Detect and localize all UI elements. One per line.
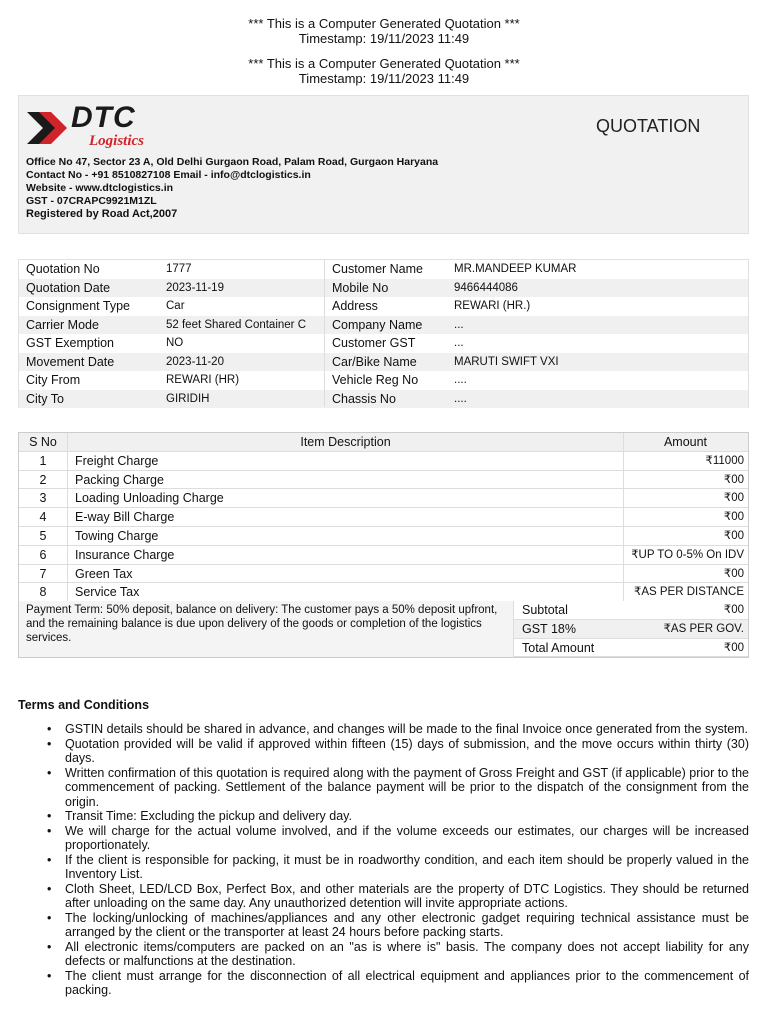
item-sno: 6 (19, 546, 68, 564)
item-amount: ₹00 (723, 492, 744, 505)
totals-section (18, 601, 749, 658)
banner-notice: *** This is a Computer Generated Quotation *** (248, 56, 520, 71)
detail-label: Vehicle Reg No (332, 373, 419, 387)
company-gst: GST - 07CRAPC9921M1ZL (26, 195, 157, 207)
summary-value: ₹00 (723, 604, 744, 616)
detail-label: Carrier Mode (26, 317, 99, 332)
item-sno: 2 (19, 471, 68, 489)
terms-heading: Terms and Conditions (18, 698, 150, 712)
list-item: • GSTIN details should be shared in advance, and changes will be made to the final Invoice once generated from the system. (18, 722, 749, 737)
total-row (513, 639, 748, 658)
payment-term: Payment Term: 50% deposit, balance on delivery: The customer pays a 50% deposit upfront, and the remaining balance is due upon delivery of the goods or completion of the logistics services. (26, 604, 498, 644)
list-item: • The client must arrange for the disconnection of all electrical equipment and appliances prior to the commencement of packing. (18, 969, 749, 998)
table-row (19, 452, 748, 471)
detail-value: 2023-11-20 (166, 355, 224, 368)
table-row (19, 471, 748, 490)
summary-label: GST 18% (522, 621, 576, 636)
subtotal-row (513, 601, 748, 620)
company-address: Office No 47, Sector 23 A, Old Delhi Gurgaon Road, Palam Road, Gurgaon Haryana (26, 156, 439, 168)
table-row (19, 489, 748, 508)
detail-label: GST Exemption (26, 336, 115, 350)
table-row (19, 508, 748, 527)
list-item: • All electronic items/computers are packed on an "as is where is" basis. The company does not accept liability for any defects or malfunctions at the destination. (18, 940, 749, 969)
detail-label: Car/Bike Name (332, 354, 417, 369)
detail-label: Consignment Type (26, 299, 130, 313)
detail-value: ... (454, 337, 464, 349)
item-description: Service Tax (75, 585, 140, 600)
detail-label: Movement Date (26, 354, 115, 369)
detail-value: 52 feet Shared Container C (166, 318, 307, 331)
list-item: • Quotation provided will be valid if approved within fifteen (15) days of submission, and the move occurs within thirty (30) days. (18, 737, 749, 766)
item-amount: ₹00 (723, 529, 744, 542)
detail-label: Mobile No (332, 280, 389, 295)
detail-label: Quotation No (26, 262, 100, 276)
item-sno: 1 (19, 452, 68, 470)
detail-value: ... (454, 318, 464, 331)
company-website: Website - www.dtclogistics.in (26, 182, 174, 194)
list-item: • Cloth Sheet, LED/LCD Box, Perfect Box, and other materials are the property of DTC Logistics. They should be returned after unloading on the same day. Any unauthorized detention will invite appropriate actions. (18, 882, 749, 911)
detail-value: MARUTI SWIFT VXI (454, 355, 559, 368)
item-description: E-way Bill Charge (75, 510, 175, 525)
detail-label: Customer Name (332, 262, 423, 276)
table-row (19, 565, 748, 584)
detail-row (19, 390, 748, 409)
item-amount: ₹00 (723, 511, 744, 524)
column-divider (324, 260, 325, 407)
detail-value: REWARI (HR) (166, 374, 240, 386)
detail-row (19, 279, 748, 298)
items-header-row (19, 433, 748, 452)
detail-row (19, 371, 748, 390)
item-amount: ₹11000 (705, 454, 744, 467)
detail-label: Company Name (332, 317, 423, 332)
item-sno: 5 (19, 527, 68, 545)
list-item: • Written confirmation of this quotation is required along with the payment of Gross Freight and GST (if applicable) prior to the commencement of packing. Settlement of the balance payment will be prior to the dispatch of the consignment from the origin. (18, 766, 749, 810)
item-sno: 3 (19, 489, 68, 507)
logo-tagline: Logistics (89, 133, 144, 149)
gst-row (513, 620, 748, 639)
item-amount: ₹AS PER DISTANCE (634, 586, 744, 599)
company-info (26, 156, 438, 221)
list-item: • Transit Time: Excluding the pickup and delivery day. (18, 809, 749, 824)
item-sno: 7 (19, 565, 68, 583)
company-registration: Registered by Road Act,2007 (26, 208, 178, 220)
item-amount: ₹UP TO 0-5% On IDV (631, 548, 744, 561)
table-row (19, 527, 748, 546)
item-sno: 4 (19, 508, 68, 526)
detail-label: Customer GST (332, 336, 416, 350)
detail-label: Quotation Date (26, 280, 111, 295)
detail-value: 9466444086 (454, 281, 518, 294)
table-row (19, 583, 748, 602)
detail-value: 1777 (166, 263, 192, 275)
company-logo (27, 102, 197, 152)
banner-timestamp: Timestamp: 19/11/2023 11:49 (298, 71, 470, 86)
header-sno: S No (19, 433, 68, 451)
detail-value: .... (454, 374, 467, 386)
summary-label: Total Amount (522, 640, 595, 655)
quotation-details (18, 259, 749, 408)
detail-value: Car (166, 300, 185, 312)
item-amount: ₹00 (723, 567, 744, 580)
list-item: • If the client is responsible for packing, it must be in roadworthy condition, and each item should be properly valued in the Inventory List. (18, 853, 749, 882)
summary-value: ₹00 (723, 641, 744, 654)
company-contact: Contact No - +91 8510827108 Email - info@dtclogistics.in (26, 169, 311, 181)
company-header (18, 95, 749, 234)
table-row (19, 546, 748, 565)
detail-label: City From (26, 373, 81, 387)
item-amount: ₹00 (723, 473, 744, 486)
banner-timestamp: Timestamp: 19/11/2023 11:49 (298, 31, 470, 46)
detail-value: GIRIDIH (166, 392, 210, 405)
detail-row (19, 260, 748, 279)
header-description: Item Description (300, 435, 391, 449)
terms-list (18, 722, 749, 998)
item-description: Insurance Charge (75, 547, 175, 562)
logo-arrow-icon (27, 106, 71, 150)
detail-value: MR.MANDEEP KUMAR (454, 263, 577, 275)
detail-row (19, 297, 748, 316)
detail-value: .... (454, 392, 467, 405)
banner-notice: *** This is a Computer Generated Quotation *** (248, 16, 520, 31)
item-description: Towing Charge (75, 528, 159, 543)
detail-label: City To (26, 391, 64, 406)
logo-wordmark: DTC (71, 101, 136, 134)
detail-row (19, 334, 748, 353)
generated-banner-2 (0, 56, 768, 86)
items-table (18, 432, 749, 603)
summary-value: ₹AS PER GOV. (663, 622, 744, 635)
detail-row (19, 316, 748, 335)
detail-label: Address (332, 299, 378, 313)
summary-label: Subtotal (522, 603, 568, 617)
item-description: Packing Charge (75, 472, 164, 487)
generated-banner-1 (0, 16, 768, 46)
document-title: QUOTATION (596, 116, 701, 136)
list-item: • The locking/unlocking of machines/appliances and any other electronic gadget requiring technical assistance must be arranged by the client or the transporter at least 24 hours before packing starts. (18, 911, 749, 940)
item-description: Loading Unloading Charge (75, 491, 224, 506)
detail-label: Chassis No (332, 391, 396, 406)
item-sno: 8 (19, 583, 68, 601)
item-description: Green Tax (75, 566, 133, 581)
detail-row (19, 353, 748, 372)
detail-value: REWARI (HR.) (454, 300, 531, 312)
detail-value: 2023-11-19 (166, 281, 224, 294)
header-amount: Amount (663, 435, 708, 449)
item-description: Freight Charge (75, 453, 159, 468)
detail-value: NO (166, 337, 184, 349)
list-item: • We will charge for the actual volume involved, and if the volume exceeds our estimates, our charges will be increased proportionately. (18, 824, 749, 853)
